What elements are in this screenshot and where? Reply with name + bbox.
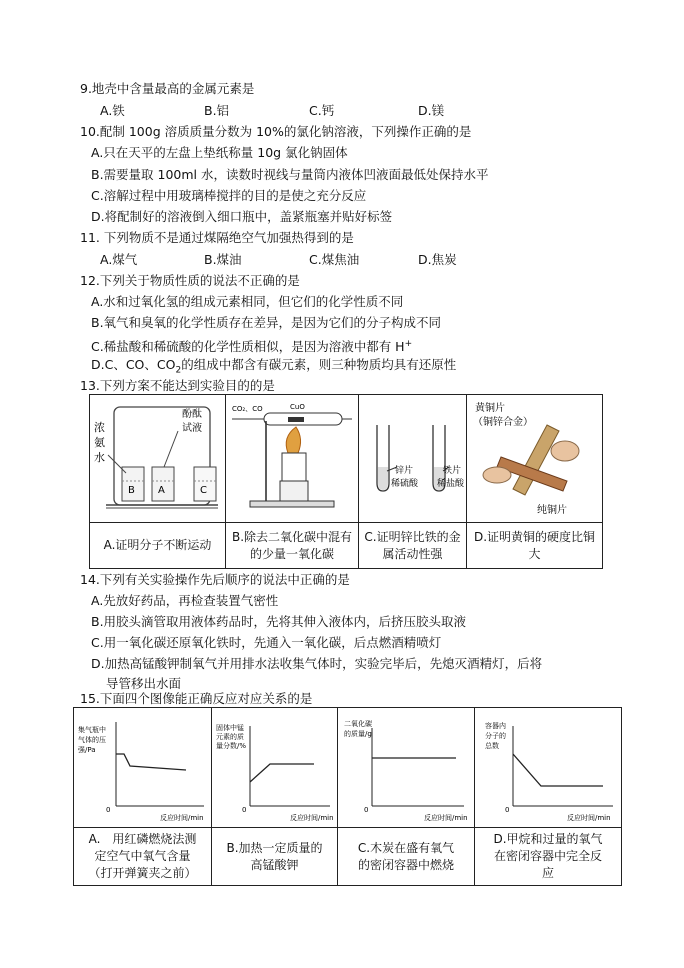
svg-text:纯铜片: 纯铜片 bbox=[537, 505, 567, 516]
svg-text:CO₂、CO: CO₂、CO bbox=[232, 405, 263, 413]
metal-activity-test-tubes bbox=[359, 395, 465, 519]
svg-text:稀盐酸: 稀盐酸 bbox=[437, 479, 465, 489]
q11-stem: 11. 下列物质不是通过煤隔绝空气加强热得到的是 bbox=[80, 230, 354, 245]
q15-graph-d bbox=[475, 708, 622, 828]
svg-text:（铜锌合金）: （铜锌合金） bbox=[473, 417, 533, 428]
q14-option-a[interactable]: A.先放好药品，再检查装置气密性 bbox=[91, 593, 279, 608]
svg-text:分子的: 分子的 bbox=[485, 732, 506, 740]
svg-text:集气瓶中: 集气瓶中 bbox=[78, 726, 106, 734]
svg-text:C: C bbox=[200, 485, 207, 496]
q11-option-c[interactable]: C.煤焦油 bbox=[309, 252, 360, 267]
svg-text:二氧化碳: 二氧化碳 bbox=[344, 720, 372, 728]
q10-option-b[interactable]: B.需要量取 100ml 水，读数时视线与量筒内液体凹液面最低处保持水平 bbox=[91, 167, 489, 182]
q14-option-d-continued: 导管移出水面 bbox=[106, 676, 182, 691]
graph-a-pressure bbox=[74, 708, 210, 824]
svg-text:反应时间/min: 反应时间/min bbox=[567, 814, 611, 822]
svg-text:黄铜片: 黄铜片 bbox=[475, 403, 505, 414]
svg-text:浓: 浓 bbox=[94, 421, 105, 434]
svg-text:稀硫酸: 稀硫酸 bbox=[391, 479, 419, 489]
q9-option-d[interactable]: D.镁 bbox=[418, 103, 445, 118]
svg-text:固体中锰: 固体中锰 bbox=[216, 724, 244, 732]
q11-option-b[interactable]: B.煤油 bbox=[204, 252, 242, 267]
q14-option-c[interactable]: C.用一氧化碳还原氧化铁时，先通入一氧化碳，后点燃酒精喷灯 bbox=[91, 635, 442, 650]
q15-table bbox=[73, 707, 622, 886]
q15-stem: 15.下面四个图像能正确反应对应关系的是 bbox=[80, 691, 313, 706]
svg-text:0: 0 bbox=[106, 806, 111, 814]
svg-text:CuO: CuO bbox=[290, 403, 305, 411]
q15-graph-b bbox=[212, 708, 338, 828]
q9-option-b[interactable]: B.铝 bbox=[204, 103, 230, 118]
svg-text:总数: 总数 bbox=[485, 742, 499, 750]
q10-option-a[interactable]: A.只在天平的左盘上垫纸称量 10g 氯化钠固体 bbox=[91, 145, 348, 160]
q13-caption-b: B.除去二氧化碳中混有的少量一氧化碳 bbox=[226, 523, 359, 569]
co-reduction-apparatus bbox=[226, 395, 357, 519]
svg-text:气体的压: 气体的压 bbox=[78, 736, 106, 744]
q11-option-a[interactable]: A.煤气 bbox=[100, 252, 138, 267]
svg-text:氨: 氨 bbox=[94, 436, 105, 449]
q13-figure-a bbox=[90, 395, 226, 523]
svg-text:强/Pa: 强/Pa bbox=[78, 746, 96, 754]
q13-caption-c: C.证明锌比铁的金属活动性强 bbox=[359, 523, 467, 569]
q9-option-a[interactable]: A.铁 bbox=[100, 103, 125, 118]
q15-caption-c: C.木炭在盛有氧气 的密闭容器中燃烧 bbox=[338, 828, 475, 886]
brass-scratch-diagram bbox=[467, 395, 601, 519]
q12-stem: 12.下列关于物质性质的说法不正确的是 bbox=[80, 273, 300, 288]
q13-figure-d bbox=[467, 395, 603, 523]
q13-table bbox=[89, 394, 603, 569]
q9-option-c[interactable]: C.钙 bbox=[309, 103, 335, 118]
svg-text:B: B bbox=[128, 485, 135, 496]
svg-text:反应时间/min: 反应时间/min bbox=[160, 814, 204, 822]
q9-stem: 9.地壳中含量最高的金属元素是 bbox=[80, 81, 255, 96]
svg-text:酚酞: 酚酞 bbox=[182, 409, 202, 420]
q13-caption-a: A.证明分子不断运动 bbox=[90, 523, 226, 569]
q12-option-c[interactable]: C.稀盐酸和稀硫酸的化学性质相似，是因为溶液中都有 H+ bbox=[91, 339, 413, 355]
q14-option-b[interactable]: B.用胶头滴管取用液体药品时，先将其伸入液体内，后挤压胶头取液 bbox=[91, 614, 467, 629]
svg-text:反应时间/min: 反应时间/min bbox=[424, 814, 468, 822]
svg-text:反应时间/min: 反应时间/min bbox=[290, 814, 334, 822]
svg-text:0: 0 bbox=[364, 806, 369, 814]
q10-option-c[interactable]: C.溶解过程中用玻璃棒搅拌的目的是使之充分反应 bbox=[91, 188, 367, 203]
q14-option-d[interactable]: D.加热高锰酸钾制氧气并用排水法收集气体时，实验完毕后，先熄灭酒精灯，后将 bbox=[91, 656, 543, 671]
q13-figure-c bbox=[359, 395, 467, 523]
q15-graph-a bbox=[74, 708, 212, 828]
q12-option-a[interactable]: A.水和过氧化氢的组成元素相同，但它们的化学性质不同 bbox=[91, 294, 404, 309]
q13-stem: 13.下列方案不能达到实验目的的是 bbox=[80, 378, 275, 393]
svg-text:试液: 试液 bbox=[182, 423, 202, 434]
svg-text:量分数/%: 量分数/% bbox=[216, 742, 247, 750]
svg-text:的质量/g: 的质量/g bbox=[344, 730, 372, 738]
q10-stem: 10.配制 100g 溶质质量分数为 10%的氯化钠溶液，下列操作正确的是 bbox=[80, 124, 472, 139]
q10-option-d[interactable]: D.将配制好的溶液倒入细口瓶中，盖紧瓶塞并贴好标签 bbox=[91, 209, 393, 224]
q13-figure-b bbox=[226, 395, 359, 523]
graph-b-mn-fraction bbox=[212, 708, 336, 824]
q12-option-b[interactable]: B.氧气和臭氧的化学性质存在差异，是因为它们的分子构成不同 bbox=[91, 315, 442, 330]
graph-d-molecule-count bbox=[475, 708, 620, 824]
q15-graph-c bbox=[338, 708, 475, 828]
svg-text:铁片: 铁片 bbox=[443, 466, 462, 476]
svg-text:锌片: 锌片 bbox=[395, 466, 414, 476]
q15-caption-b: B.加热一定质量的 高锰酸钾 bbox=[212, 828, 338, 886]
svg-text:0: 0 bbox=[242, 806, 247, 814]
svg-text:容器内: 容器内 bbox=[485, 722, 506, 730]
q11-option-d[interactable]: D.焦炭 bbox=[418, 252, 457, 267]
svg-text:元素的质: 元素的质 bbox=[216, 733, 244, 741]
q15-caption-d: D.甲烷和过量的氧气 在密闭容器中完全反 应 bbox=[475, 828, 622, 886]
q15-caption-a: A. 用红磷燃烧法测 定空气中氧气含量 （打开弹簧夹之前） bbox=[74, 828, 212, 886]
svg-text:水: 水 bbox=[94, 451, 105, 464]
ammonia-beaker-diagram bbox=[90, 395, 224, 519]
svg-text:A: A bbox=[158, 485, 165, 496]
q13-caption-d: D.证明黄铜的硬度比铜大 bbox=[467, 523, 603, 569]
q14-stem: 14.下列有关实验操作先后顺序的说法中正确的是 bbox=[80, 572, 350, 587]
graph-c-co2-mass bbox=[338, 708, 473, 824]
q12-option-d[interactable]: D.C、CO、$CO_2$的组成中都含有碳元素，则三种物质均具有还原性 bbox=[91, 357, 457, 376]
svg-text:0: 0 bbox=[505, 806, 510, 814]
